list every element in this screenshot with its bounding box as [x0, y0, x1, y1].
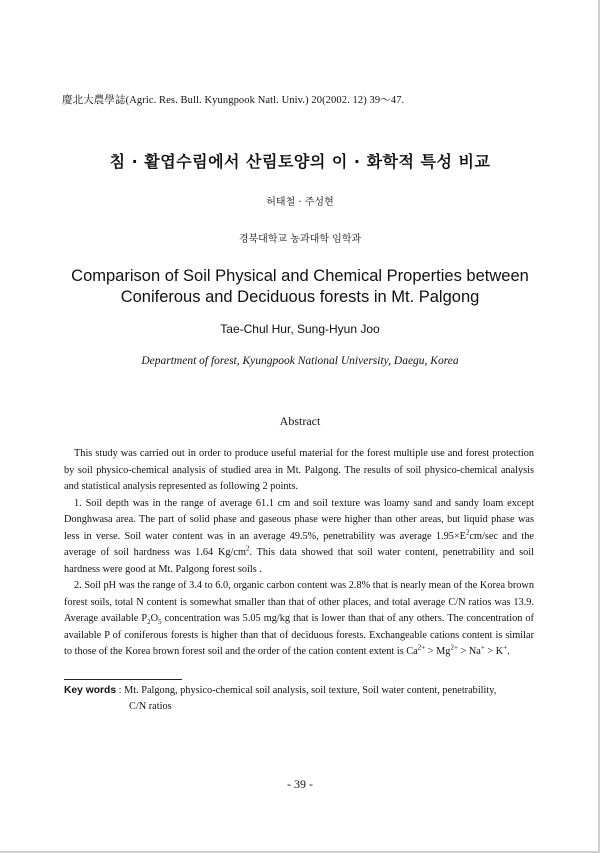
point-1-text-c: . This data showed that soil water content, penetrability and soil hardness were good at Mt. Palgong forest soils .	[64, 547, 534, 575]
abstract-body	[64, 446, 534, 661]
english-title-line-1: Comparison of Soil Physical and Chemical Properties between	[71, 267, 529, 285]
abstract-point-2	[64, 578, 534, 661]
keywords-label: Key words	[64, 685, 117, 696]
abstract-intro: This study was carried out in order to produce useful material for the forest multiple use and forest protection by soil physico-chemical analysis of studied area in Mt. Palgong. The results of soil physico-chemical analysis and statistical analysis represented as following 2 points.	[64, 448, 534, 492]
magnesium-symbol: > Mg	[425, 646, 451, 657]
english-authors: Tae-Chul Hur, Sung-Hyun Joo	[220, 322, 380, 336]
point-2-subscript-2: 5	[158, 618, 162, 627]
calcium-charge: 2+	[417, 643, 426, 652]
journal-citation: 慶北大農學誌(Agric. Res. Bull. Kyungpook Natl. Univ.) 20(2002. 12) 39～47.	[62, 95, 405, 106]
point-1-text-a: 1. Soil depth was in the range of average 61.1 cm and soil texture was loamy sand and sandy loam except Donghwasa area. The part of solid phase and gaseous phase were higher than other areas, but liquid phase was less in verse. Soil water content was in an average 49.5%, penetrability was average 1.95×E	[64, 497, 534, 542]
keywords-continuation: C/N ratios	[129, 701, 172, 712]
korean-affiliation: 경북대학교 농과대학 임학과	[238, 234, 362, 245]
english-title-line-2: Coniferous and Deciduous forests in Mt. Palgong	[120, 288, 480, 306]
sodium-charge: +	[480, 643, 485, 652]
abstract-point-1	[64, 496, 534, 579]
point-1-superscript-2: 2	[245, 544, 250, 553]
english-title	[40, 266, 560, 308]
point-1-superscript-1: 2	[465, 528, 470, 537]
keywords	[64, 683, 534, 712]
abstract-heading: Abstract	[279, 414, 321, 428]
magnesium-charge: 2+	[450, 643, 458, 652]
sodium-symbol: > Na	[457, 646, 481, 657]
page-number: - 39 -	[287, 777, 313, 791]
footnote-divider	[64, 679, 182, 680]
korean-authors: 허태철 · 주성현	[266, 197, 334, 208]
point-2-end: .	[507, 646, 510, 657]
point-2-text-b: O	[150, 613, 159, 624]
point-2-subscript-1: 2	[147, 618, 151, 627]
korean-title: 침 · 활엽수림에서 산림토양의 이 · 화학적 특성 비교	[109, 152, 491, 171]
english-affiliation: Department of forest, Kyungpook National University, Daegu, Korea	[141, 355, 459, 367]
point-2-text-a: 2. Soil pH was the range of 3.4 to 6.0, organic carbon content was 2.8% that is nearly mean of the Korea brown forest soils, total N content is somewhat smaller than that of other places, and total average C/N ratios was 13.9. Average available P	[64, 580, 534, 624]
point-2-text-c: concentration was 5.05 mg/kg that is lower than that of any others. The concentration of available P of coniferous forests is higher than that of deciduous forests. Exchangeable cations content is similar to those of the Korea brown forest soil and the order of the cation content extent is Ca	[64, 613, 534, 657]
point-1-text-b: cm/sec and the average of soil hardness was 1.64 Kg/cm	[64, 530, 534, 558]
keywords-text: : Mt. Palgong, physico-chemical soil analysis, soil texture, Soil water content, penetrability,	[118, 685, 497, 696]
potassium-symbol: > K	[484, 646, 504, 657]
potassium-charge: +	[503, 643, 508, 652]
